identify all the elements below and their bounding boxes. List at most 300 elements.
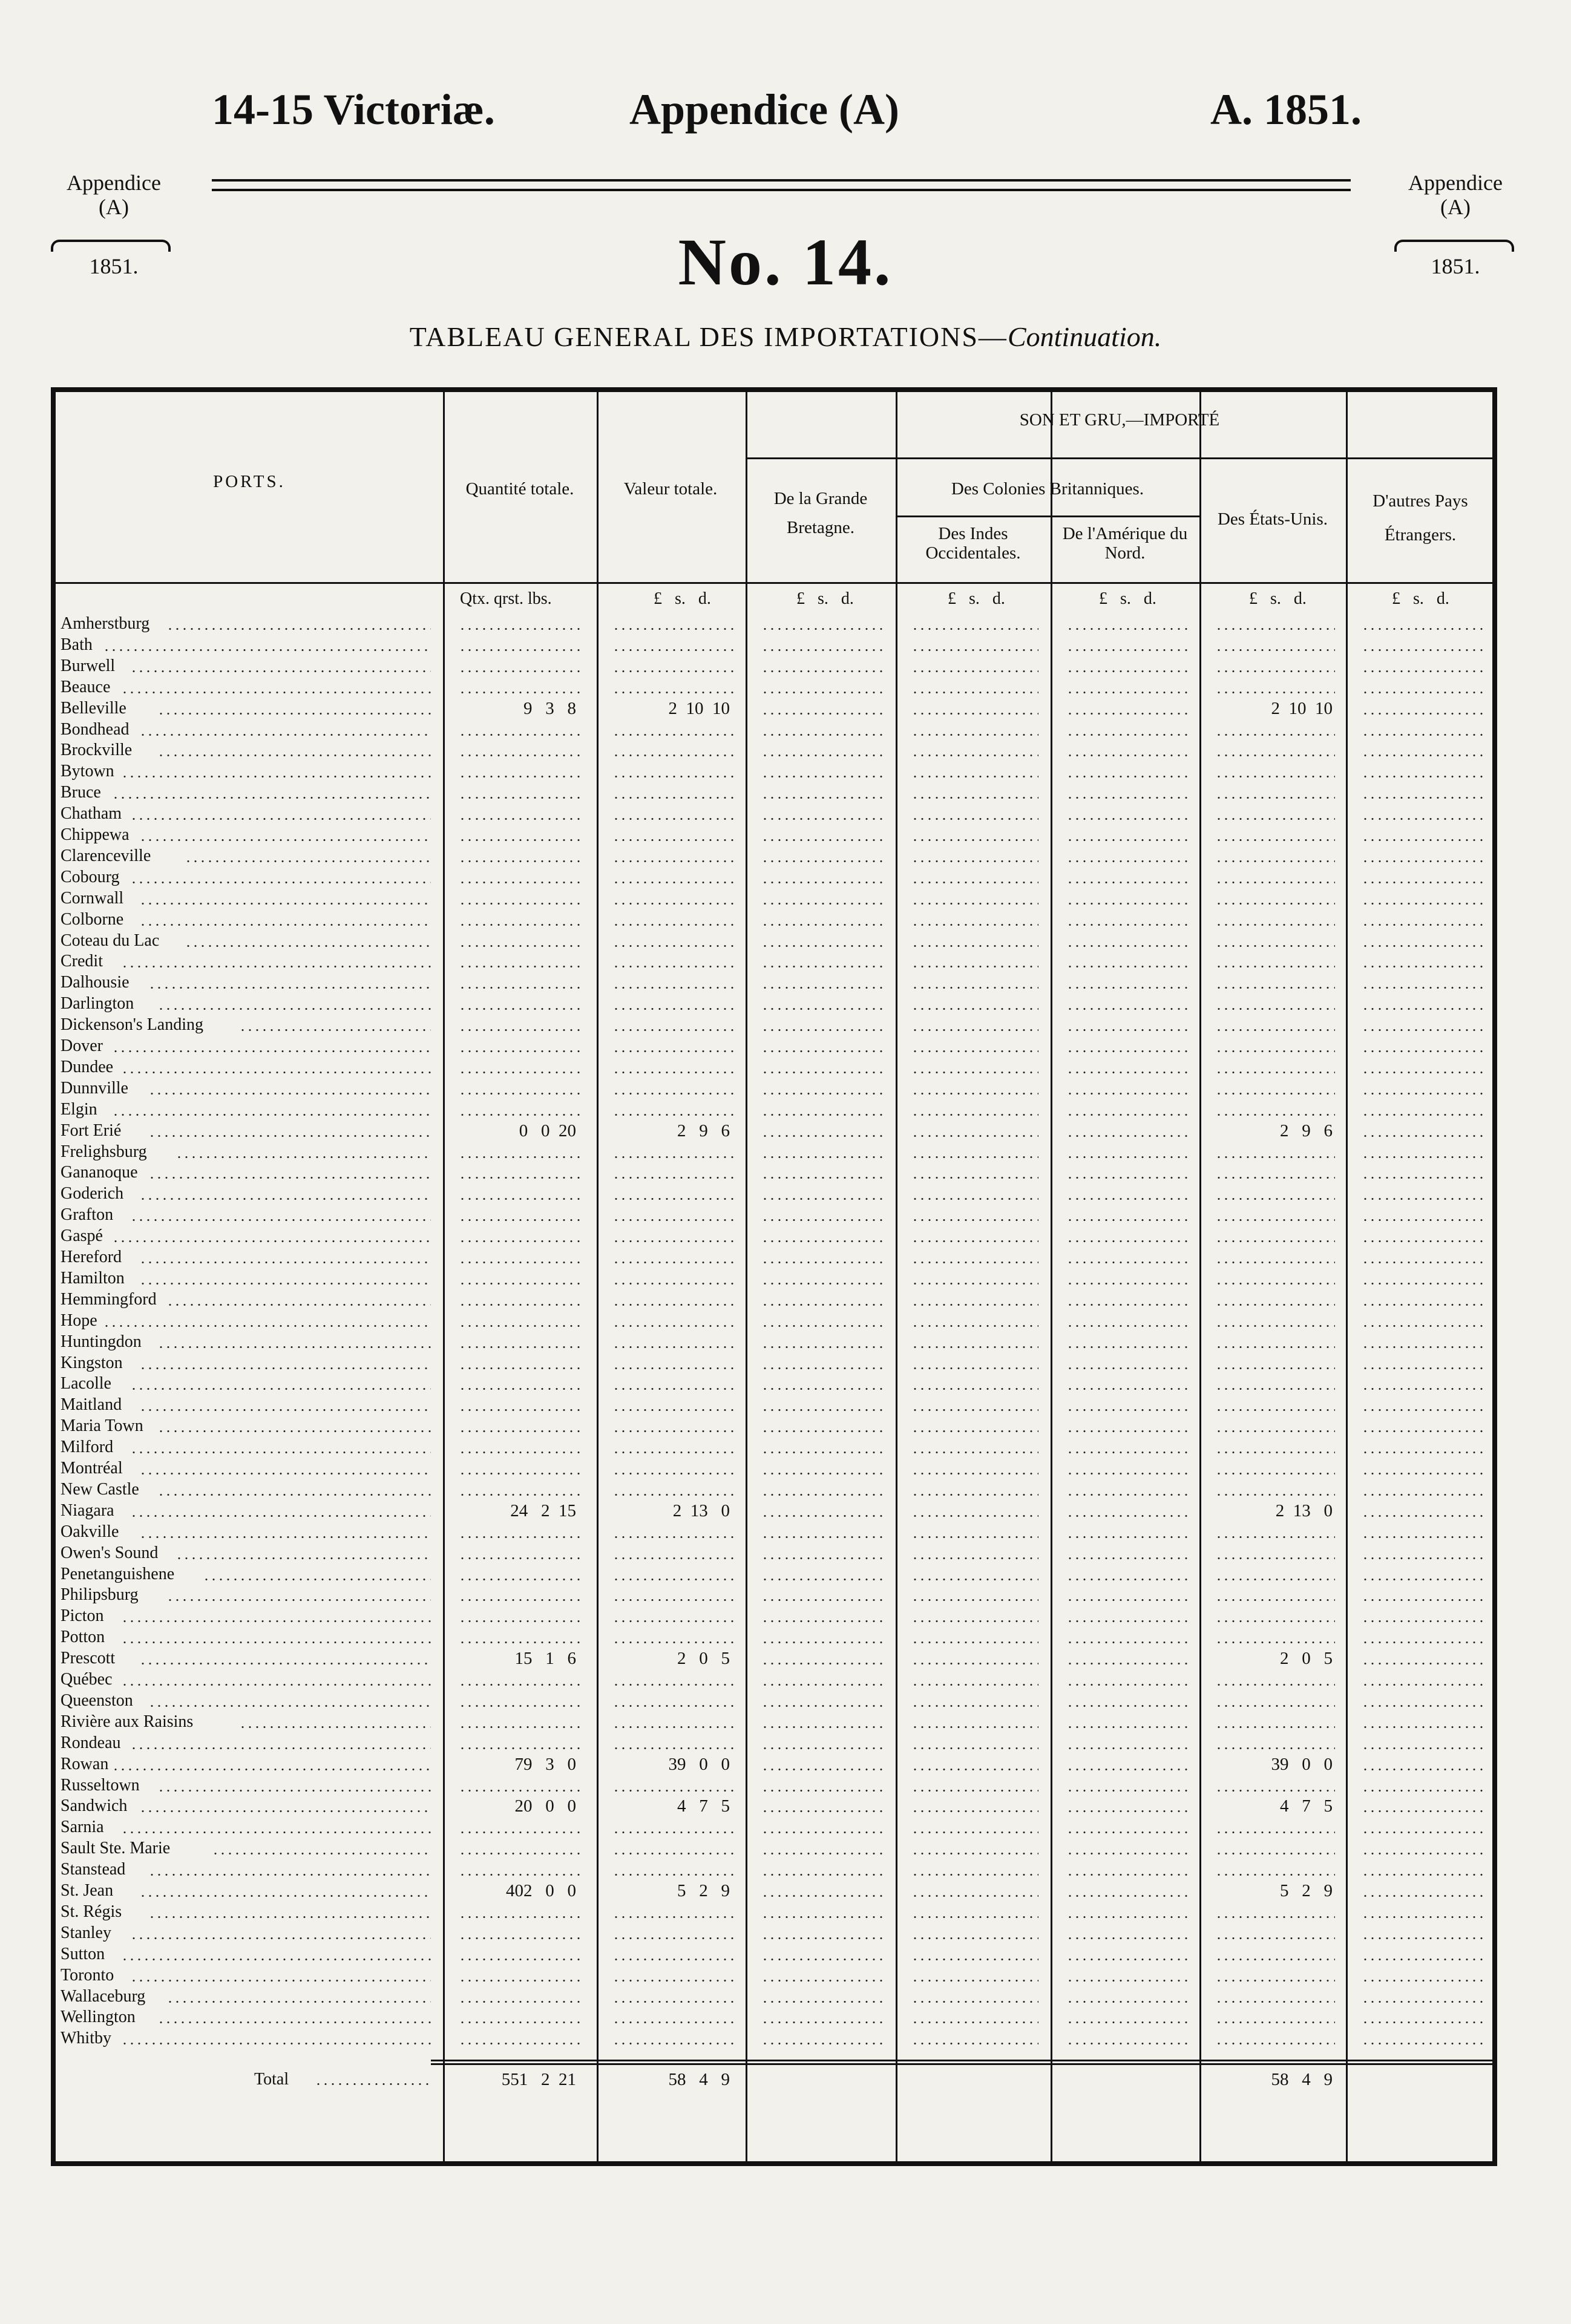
empty-cell-dots (1362, 1219, 1483, 1221)
empty-cell-dots (1362, 1177, 1483, 1179)
port-name: Grafton (61, 1205, 114, 1225)
empty-cell-dots (1362, 1430, 1483, 1432)
empty-cell-dots (761, 1937, 885, 1939)
empty-cell-dots (1362, 797, 1483, 799)
cell-quantite: 79 3 0 (514, 1754, 576, 1774)
empty-cell-dots (1215, 2043, 1335, 2044)
leader-dots (130, 1747, 431, 1749)
header-ports: PORTS. (213, 472, 286, 491)
empty-cell-dots (761, 1452, 885, 1453)
empty-cell-dots (911, 1790, 1038, 1792)
unit-quantite: Qtx. qrst. lbs. (460, 589, 552, 608)
port-name: New Castle (61, 1479, 139, 1499)
empty-cell-dots (1066, 1579, 1187, 1580)
empty-cell-dots (1362, 776, 1483, 777)
empty-cell-dots (911, 1050, 1038, 1052)
header-rule-top (212, 179, 1351, 182)
empty-cell-dots (1362, 1114, 1483, 1116)
cell-quantite: 15 1 6 (514, 1649, 576, 1669)
port-name: Wellington (61, 2008, 136, 2027)
empty-cell-dots (911, 1726, 1038, 1728)
empty-cell-dots (459, 1980, 582, 1982)
header-etats-unis: Des États-Unis. (1217, 509, 1328, 529)
empty-cell-dots (911, 1620, 1038, 1622)
empty-cell-dots (761, 1599, 885, 1601)
empty-cell-dots (459, 692, 582, 693)
empty-cell-dots (911, 1874, 1038, 1876)
total-label: Total (254, 2070, 289, 2089)
empty-cell-dots (761, 1283, 885, 1285)
empty-cell-dots (1066, 882, 1187, 883)
empty-cell-dots (1066, 1072, 1187, 1073)
port-name: Dundee (61, 1057, 114, 1076)
empty-cell-dots (911, 818, 1038, 820)
port-name: Penetanguishene (61, 1564, 175, 1583)
empty-cell-dots (459, 1726, 582, 1728)
port-name: Sandwich (61, 1796, 128, 1816)
leader-dots (121, 1620, 431, 1622)
empty-cell-dots (459, 818, 582, 820)
side-label-left: Appendice (A) (67, 171, 161, 219)
empty-cell-dots (761, 1853, 885, 1854)
empty-cell-dots (459, 628, 582, 630)
leader-dots (157, 2021, 431, 2023)
empty-cell-dots (911, 1705, 1038, 1707)
empty-cell-dots (612, 1367, 733, 1369)
empty-cell-dots (612, 734, 733, 736)
empty-cell-dots (1215, 1430, 1335, 1432)
port-name: Bondhead (61, 719, 130, 739)
empty-cell-dots (761, 1579, 885, 1580)
empty-cell-dots (1362, 1599, 1483, 1601)
empty-cell-dots (459, 1156, 582, 1158)
empty-cell-dots (1066, 818, 1187, 820)
empty-cell-dots (1362, 1705, 1483, 1707)
port-name: Québec (61, 1670, 113, 1689)
port-name: Niagara (61, 1501, 114, 1520)
empty-cell-dots (612, 1494, 733, 1496)
empty-cell-dots (1066, 1325, 1187, 1327)
empty-cell-dots (1362, 1346, 1483, 1348)
empty-cell-dots (761, 1367, 885, 1369)
port-name: Oakville (61, 1522, 119, 1541)
empty-cell-dots (1066, 1409, 1187, 1411)
empty-cell-dots (1066, 1304, 1187, 1306)
leader-dots (139, 1367, 431, 1369)
empty-cell-dots (459, 1916, 582, 1918)
empty-cell-dots (911, 670, 1038, 672)
empty-cell-dots (911, 903, 1038, 905)
empty-cell-dots (1362, 1536, 1483, 1538)
empty-cell-dots (911, 754, 1038, 756)
port-name: Beauce (61, 677, 111, 696)
unit-etats-unis: £ s. d. (1249, 589, 1307, 608)
empty-cell-dots (1362, 1959, 1483, 1960)
empty-cell-dots (1215, 1240, 1335, 1242)
empty-cell-dots (1215, 692, 1335, 693)
side-year-right: 1851. (1431, 254, 1480, 278)
empty-cell-dots (1066, 945, 1187, 947)
empty-cell-dots (1066, 1219, 1187, 1221)
leader-dots (166, 1304, 431, 1306)
empty-cell-dots (459, 860, 582, 862)
leader-dots (130, 1980, 431, 1982)
empty-cell-dots (1362, 818, 1483, 820)
empty-cell-dots (761, 1093, 885, 1095)
port-name: St. Régis (61, 1902, 122, 1921)
empty-cell-dots (761, 839, 885, 841)
leader-dots (139, 839, 431, 841)
leader-dots (175, 1557, 431, 1559)
empty-cell-dots (1215, 1050, 1335, 1052)
total-top-rule-2 (431, 2063, 1494, 2065)
empty-cell-dots (612, 1262, 733, 1263)
total-top-rule (431, 2060, 1494, 2061)
empty-cell-dots (911, 1916, 1038, 1918)
empty-cell-dots (761, 1557, 885, 1559)
empty-cell-dots (612, 966, 733, 967)
port-name: Fort Erié (61, 1121, 122, 1140)
leader-dots (130, 1388, 431, 1390)
total-etats-unis: 58 4 9 (1271, 2070, 1333, 2089)
empty-cell-dots (1362, 1620, 1483, 1622)
port-name: Potton (61, 1628, 105, 1647)
empty-cell-dots (1215, 628, 1335, 630)
empty-cell-dots (1066, 1135, 1187, 1137)
empty-cell-dots (612, 1831, 733, 1833)
empty-cell-dots (1066, 754, 1187, 756)
empty-cell-dots (612, 754, 733, 756)
empty-cell-dots (1066, 1346, 1187, 1348)
empty-cell-dots (911, 2001, 1038, 2003)
empty-cell-dots (761, 1620, 885, 1622)
empty-cell-dots (459, 1959, 582, 1960)
empty-cell-dots (612, 776, 733, 777)
empty-cell-dots (761, 670, 885, 672)
caption-italic: Continuation. (1007, 321, 1162, 352)
empty-cell-dots (761, 1642, 885, 1643)
empty-cell-dots (911, 1135, 1038, 1137)
empty-cell-dots (911, 1663, 1038, 1664)
empty-cell-dots (1066, 1599, 1187, 1601)
leader-dots (121, 2043, 431, 2044)
empty-cell-dots (459, 1198, 582, 1200)
empty-cell-dots (1215, 966, 1335, 967)
empty-cell-dots (1362, 1494, 1483, 1496)
unit-indes: £ s. d. (948, 589, 1005, 608)
empty-cell-dots (761, 1430, 885, 1432)
port-name: Sutton (61, 1944, 105, 1963)
empty-cell-dots (911, 1747, 1038, 1749)
empty-cell-dots (761, 1072, 885, 1073)
empty-cell-dots (1215, 1346, 1335, 1348)
header-quantite: Quantité totale. (465, 479, 574, 499)
empty-cell-dots (1066, 1367, 1187, 1369)
empty-cell-dots (1066, 903, 1187, 905)
empty-cell-dots (1362, 1874, 1483, 1876)
leader-dots (157, 1494, 431, 1496)
leader-dots (148, 1874, 431, 1876)
empty-cell-dots (459, 1494, 582, 1496)
leader-dots (103, 1325, 431, 1327)
empty-cell-dots (612, 1557, 733, 1559)
port-name: Hereford (61, 1248, 122, 1266)
empty-cell-dots (1066, 1959, 1187, 1960)
empty-cell-dots (1066, 713, 1187, 715)
empty-cell-dots (911, 2021, 1038, 2023)
leader-dots (175, 1156, 431, 1158)
empty-cell-dots (911, 1409, 1038, 1411)
empty-cell-dots (459, 734, 582, 736)
empty-cell-dots (911, 1240, 1038, 1242)
empty-cell-dots (761, 1874, 885, 1876)
empty-cell-dots (612, 839, 733, 841)
empty-cell-dots (761, 1219, 885, 1221)
empty-cell-dots (1362, 1029, 1483, 1031)
empty-cell-dots (761, 882, 885, 883)
port-name: Maitland (61, 1395, 122, 1415)
port-name: Milford (61, 1438, 114, 1457)
empty-cell-dots (1066, 860, 1187, 862)
port-name: Sault Ste. Marie (61, 1839, 171, 1858)
leader-dots (203, 1579, 431, 1580)
empty-cell-dots (1362, 966, 1483, 967)
empty-cell-dots (911, 1937, 1038, 1939)
empty-cell-dots (1362, 945, 1483, 947)
empty-cell-dots (612, 1325, 733, 1327)
empty-cell-dots (911, 1304, 1038, 1306)
empty-cell-dots (1362, 1325, 1483, 1327)
port-name: Bath (61, 635, 93, 654)
leader-dots (121, 966, 431, 967)
unit-autres: £ s. d. (1392, 589, 1449, 608)
empty-cell-dots (911, 1114, 1038, 1116)
empty-cell-dots (1066, 734, 1187, 736)
port-name: Prescott (61, 1649, 116, 1668)
empty-cell-dots (612, 1747, 733, 1749)
empty-cell-dots (459, 1008, 582, 1010)
leader-dots (121, 1959, 431, 1960)
empty-cell-dots (1362, 1663, 1483, 1664)
empty-cell-dots (761, 1304, 885, 1306)
port-name: Rowan (61, 1754, 109, 1773)
port-name: Picton (61, 1606, 104, 1626)
empty-cell-dots (612, 1114, 733, 1116)
empty-cell-dots (612, 1937, 733, 1939)
port-name: Hope (61, 1311, 97, 1330)
empty-cell-dots (1215, 1262, 1335, 1263)
empty-cell-dots (1215, 839, 1335, 841)
port-name: Elgin (61, 1099, 97, 1119)
leader-dots (148, 1177, 431, 1179)
empty-cell-dots (459, 1557, 582, 1559)
empty-cell-dots (612, 882, 733, 883)
empty-cell-dots (761, 734, 885, 736)
cell-quantite: 20 0 0 (514, 1796, 576, 1816)
empty-cell-dots (761, 628, 885, 630)
empty-cell-dots (1215, 1937, 1335, 1939)
empty-cell-dots (1215, 670, 1335, 672)
leader-dots (157, 1346, 431, 1348)
empty-cell-dots (761, 945, 885, 947)
column-rule (597, 392, 599, 2161)
empty-cell-dots (1215, 1747, 1335, 1749)
empty-cell-dots (612, 1980, 733, 1982)
empty-cell-dots (459, 1853, 582, 1854)
empty-cell-dots (1066, 670, 1187, 672)
empty-cell-dots (1215, 1536, 1335, 1538)
empty-cell-dots (1066, 987, 1187, 989)
empty-cell-dots (612, 1388, 733, 1390)
empty-cell-dots (1362, 839, 1483, 841)
leader-dots (112, 797, 431, 799)
empty-cell-dots (1362, 1198, 1483, 1200)
empty-cell-dots (761, 1663, 885, 1664)
empty-cell-dots (911, 1283, 1038, 1285)
empty-cell-dots (459, 2021, 582, 2023)
empty-cell-dots (911, 1769, 1038, 1770)
leader-dots (139, 1536, 431, 1538)
empty-cell-dots (761, 1198, 885, 1200)
leader-dots (130, 818, 431, 820)
empty-cell-dots (911, 1029, 1038, 1031)
cell-etats-unis: 2 10 10 (1271, 698, 1333, 718)
empty-cell-dots (761, 1895, 885, 1897)
empty-cell-dots (459, 1029, 582, 1031)
empty-cell-dots (1215, 1367, 1335, 1369)
empty-cell-dots (911, 882, 1038, 883)
empty-cell-dots (1362, 1790, 1483, 1792)
empty-cell-dots (911, 839, 1038, 841)
empty-cell-dots (761, 649, 885, 651)
header-left: 14-15 Victoriæ. (212, 85, 495, 134)
leader-dots (157, 713, 431, 715)
leader-dots (185, 945, 431, 947)
empty-cell-dots (612, 1536, 733, 1538)
empty-cell-dots (1066, 1557, 1187, 1559)
leader-dots (130, 1452, 431, 1453)
empty-cell-dots (612, 1790, 733, 1792)
empty-cell-dots (1362, 2043, 1483, 2044)
port-name: Bruce (61, 783, 101, 802)
cell-quantite: 9 3 8 (523, 698, 576, 718)
empty-cell-dots (459, 1452, 582, 1453)
empty-cell-dots (1215, 860, 1335, 862)
empty-cell-dots (761, 1262, 885, 1263)
empty-cell-dots (459, 945, 582, 947)
empty-cell-dots (459, 924, 582, 926)
empty-cell-dots (612, 2021, 733, 2023)
port-name: Gananoque (61, 1163, 138, 1182)
empty-cell-dots (761, 818, 885, 820)
empty-cell-dots (1066, 1684, 1187, 1686)
empty-cell-dots (459, 1050, 582, 1052)
empty-cell-dots (1215, 1642, 1335, 1643)
empty-cell-dots (459, 1283, 582, 1285)
empty-cell-dots (459, 1072, 582, 1073)
empty-cell-dots (1362, 903, 1483, 905)
cell-valeur: 2 9 6 (677, 1121, 730, 1141)
empty-cell-dots (459, 1177, 582, 1179)
empty-cell-dots (459, 1262, 582, 1263)
empty-cell-dots (1362, 1895, 1483, 1897)
empty-cell-dots (1362, 2001, 1483, 2003)
empty-cell-dots (612, 1409, 733, 1411)
empty-cell-dots (459, 1325, 582, 1327)
unit-amerique: £ s. d. (1099, 589, 1156, 608)
empty-cell-dots (612, 1853, 733, 1854)
port-name: Toronto (61, 1965, 114, 1985)
cell-etats-unis: 2 13 0 (1275, 1501, 1333, 1520)
empty-cell-dots (1362, 1156, 1483, 1158)
empty-cell-dots (612, 1008, 733, 1010)
cell-valeur: 2 10 10 (668, 698, 730, 718)
cell-etats-unis: 39 0 0 (1271, 1754, 1333, 1774)
empty-cell-dots (612, 1198, 733, 1200)
port-name: Lacolle (61, 1374, 111, 1393)
empty-cell-dots (459, 649, 582, 651)
empty-cell-dots (459, 754, 582, 756)
empty-cell-dots (612, 1283, 733, 1285)
empty-cell-dots (1066, 1663, 1187, 1664)
empty-cell-dots (1362, 1473, 1483, 1475)
empty-cell-dots (612, 1684, 733, 1686)
leader-dots (130, 1219, 431, 1221)
port-name: Clarenceville (61, 846, 151, 865)
empty-cell-dots (911, 1008, 1038, 1010)
empty-cell-dots (1215, 1473, 1335, 1475)
leader-dots (112, 1050, 431, 1052)
empty-cell-dots (612, 1473, 733, 1475)
empty-cell-dots (911, 1072, 1038, 1073)
empty-cell-dots (612, 945, 733, 947)
empty-cell-dots (911, 1494, 1038, 1496)
empty-cell-dots (761, 797, 885, 799)
empty-cell-dots (1362, 1769, 1483, 1770)
port-name: Darlington (61, 994, 134, 1013)
empty-cell-dots (761, 1240, 885, 1242)
empty-cell-dots (761, 1515, 885, 1517)
empty-cell-dots (761, 1388, 885, 1390)
empty-cell-dots (1066, 1831, 1187, 1833)
empty-cell-dots (1362, 1747, 1483, 1749)
empty-cell-dots (1215, 1620, 1335, 1622)
empty-cell-dots (1215, 1959, 1335, 1960)
empty-cell-dots (1362, 713, 1483, 715)
empty-cell-dots (612, 1156, 733, 1158)
empty-cell-dots (1362, 1093, 1483, 1095)
empty-cell-dots (761, 1769, 885, 1770)
empty-cell-dots (1215, 1198, 1335, 1200)
empty-cell-dots (612, 1029, 733, 1031)
empty-cell-dots (1362, 754, 1483, 756)
port-name: Huntingdon (61, 1332, 142, 1351)
empty-cell-dots (1362, 987, 1483, 989)
empty-cell-dots (459, 839, 582, 841)
empty-cell-dots (612, 1072, 733, 1073)
empty-cell-dots (761, 754, 885, 756)
empty-cell-dots (1066, 1769, 1187, 1770)
empty-cell-dots (761, 1409, 885, 1411)
empty-cell-dots (1066, 1515, 1187, 1517)
empty-cell-dots (1215, 1557, 1335, 1559)
leader-dots (121, 1684, 431, 1686)
port-name: Goderich (61, 1184, 124, 1203)
empty-cell-dots (761, 1684, 885, 1686)
empty-cell-dots (459, 2043, 582, 2044)
empty-cell-dots (1066, 1093, 1187, 1095)
empty-cell-dots (1066, 1050, 1187, 1052)
